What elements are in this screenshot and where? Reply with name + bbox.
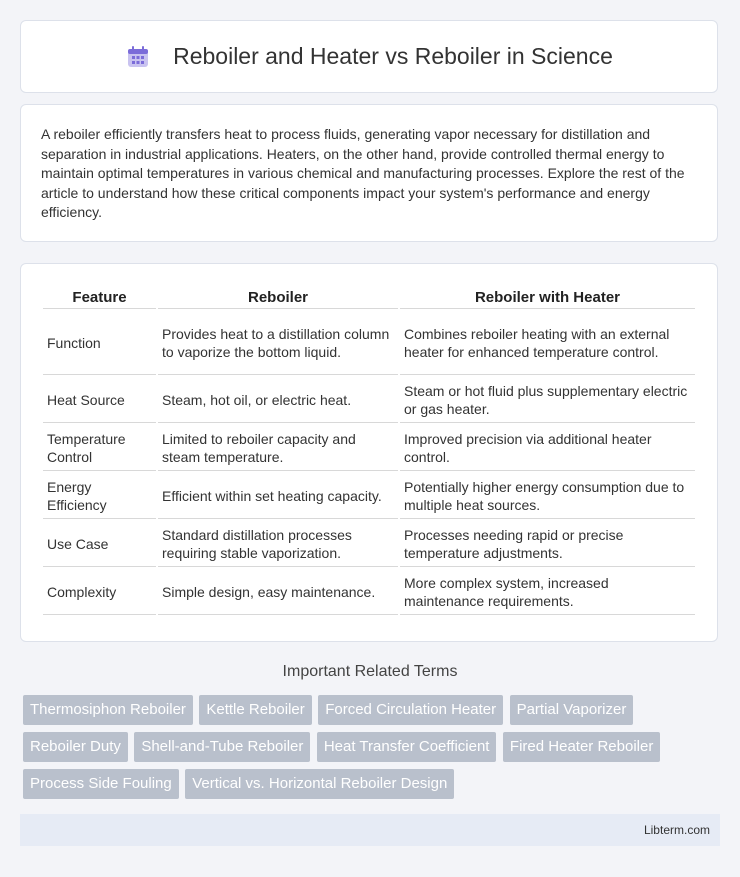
feature-cell: Function xyxy=(43,311,156,375)
related-term-tag[interactable]: Forced Circulation Heater xyxy=(318,695,503,725)
related-term-tag[interactable]: Heat Transfer Coefficient xyxy=(317,732,497,762)
feature-cell: Use Case xyxy=(43,521,156,567)
table-header-row xyxy=(43,284,695,309)
reboiler-cell: Limited to reboiler capacity and steam temperature. xyxy=(158,425,398,471)
feature-cell: Temperature Control xyxy=(43,425,156,471)
page-header xyxy=(20,20,718,93)
related-term-tag[interactable]: Thermosiphon Reboiler xyxy=(23,695,193,725)
footer xyxy=(20,814,720,846)
table-row xyxy=(43,569,695,615)
column-header-feature: Feature xyxy=(43,284,156,309)
related-term-tag[interactable]: Process Side Fouling xyxy=(23,769,179,799)
related-terms-title: Important Related Terms xyxy=(282,663,458,680)
footer-site-link[interactable]: Libterm.com xyxy=(643,823,710,837)
table-row xyxy=(43,425,695,471)
feature-cell: Complexity xyxy=(43,569,156,615)
calendar-grid-icon xyxy=(125,44,151,70)
related-term-tag[interactable]: Vertical vs. Horizontal Reboiler Design xyxy=(185,769,454,799)
column-header-reboiler-with-heater: Reboiler with Heater xyxy=(400,284,695,309)
reboiler-heater-cell: More complex system, increased maintenance requirements. xyxy=(400,569,695,615)
reboiler-heater-cell: Potentially higher energy consumption due to multiple heat sources. xyxy=(400,473,695,519)
reboiler-cell: Standard distillation processes requiring stable vaporization. xyxy=(158,521,398,567)
reboiler-heater-cell: Improved precision via additional heater control. xyxy=(400,425,695,471)
related-term-tag[interactable]: Shell-and-Tube Reboiler xyxy=(134,732,310,762)
feature-cell: Heat Source xyxy=(43,377,156,423)
column-header-reboiler: Reboiler xyxy=(158,284,398,309)
reboiler-heater-cell: Processes needing rapid or precise temperature adjustments. xyxy=(400,521,695,567)
feature-cell: Energy Efficiency xyxy=(43,473,156,519)
comparison-table xyxy=(41,282,697,617)
reboiler-cell: Steam, hot oil, or electric heat. xyxy=(158,377,398,423)
reboiler-heater-cell: Steam or hot fluid plus supplementary electric or gas heater. xyxy=(400,377,695,423)
reboiler-cell: Provides heat to a distillation column to vaporize the bottom liquid. xyxy=(158,311,398,375)
comparison-table-card xyxy=(20,263,718,642)
reboiler-cell: Efficient within set heating capacity. xyxy=(158,473,398,519)
related-term-tag[interactable]: Reboiler Duty xyxy=(23,732,128,762)
related-term-tag[interactable]: Fired Heater Reboiler xyxy=(503,732,660,762)
table-row xyxy=(43,521,695,567)
table-row xyxy=(43,377,695,423)
table-row xyxy=(43,311,695,375)
related-term-tag[interactable]: Partial Vaporizer xyxy=(510,695,634,725)
related-term-tag[interactable]: Kettle Reboiler xyxy=(199,695,311,725)
related-terms-list xyxy=(23,695,723,806)
reboiler-heater-cell: Combines reboiler heating with an external heater for enhanced temperature control. xyxy=(400,311,695,375)
intro-text: A reboiler efficiently transfers heat to process fluids, generating vapor necessary for distillation and separation in industrial applications. Heaters, on the other hand, provide controlled thermal energy to maintain optimal temperatures in various chemical and manufacturing processes. Explore the rest of the article to understand how these critical components impact your system's performance and energy efficiency. xyxy=(41,126,685,220)
intro-card xyxy=(20,104,718,242)
table-row xyxy=(43,473,695,519)
reboiler-cell: Simple design, easy maintenance. xyxy=(158,569,398,615)
page-title: Reboiler and Heater vs Reboiler in Science xyxy=(173,43,613,69)
